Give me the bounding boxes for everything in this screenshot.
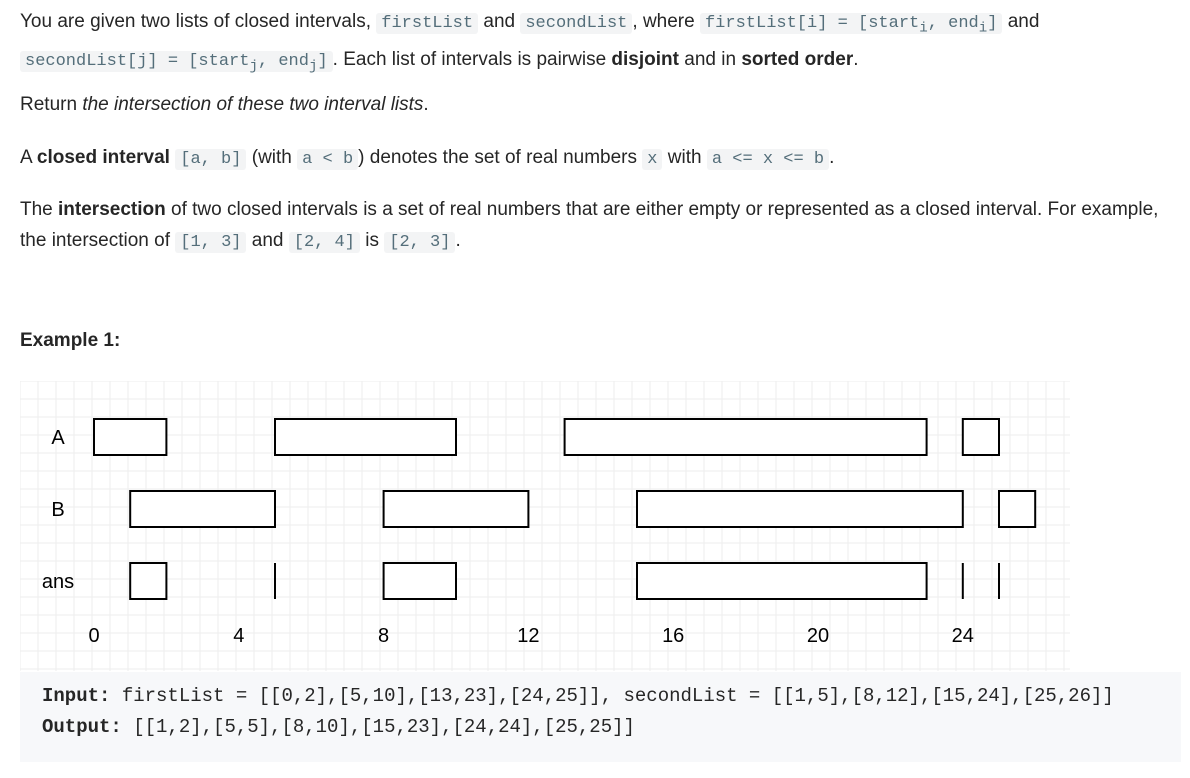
code-2-4: [2, 4] [289,232,360,253]
axis-tick-label: 12 [517,625,540,647]
row-label-A: A [51,427,65,449]
code-subscript: j [249,58,258,75]
text: . [455,230,461,251]
axis-tick-label: 20 [806,625,830,647]
output-line [42,716,635,738]
intersection-paragraph [20,194,1180,258]
text: The [20,199,59,220]
intro-text: . [853,49,859,71]
text: ) denotes the set of real numbers [358,147,643,168]
return-emphasis: the intersection of these two interval lists [82,94,424,115]
figure-intervals [94,419,1035,599]
interval-a-0 [94,419,166,455]
code-x: x [642,149,662,170]
interval-b-1 [384,491,529,527]
text: and [246,230,289,251]
code-part: , end [257,52,309,72]
code-part: , end [927,14,979,33]
axis-tick-label: 8 [378,625,390,647]
code-part: ] [317,52,328,72]
code-secondlist-def [20,51,333,75]
text: is [359,230,385,251]
closed-interval-paragraph [20,142,1180,175]
code-subscript: i [978,20,988,37]
interval-ans-2 [384,563,456,599]
text: A [20,147,37,168]
intro-text: You are given two lists of closed intervals, [20,11,377,32]
figure-row-labels [42,427,74,593]
interval-ans-3 [637,563,927,599]
bold-disjoint: disjoint [611,49,679,71]
axis-tick-label: 24 [951,625,974,647]
code-part: firstList[i] = [start [704,14,920,33]
intro-text: , where [632,11,700,32]
axis-tick-label: 4 [233,625,245,647]
interval-a-3 [963,419,999,455]
axis-tick-label: 0 [88,625,100,647]
return-paragraph [20,89,1180,120]
bold-sorted-order: sorted order [741,49,854,71]
output-label: Output: [42,716,122,738]
code-1-3: [1, 3] [175,232,246,253]
code-subscript: i [919,20,928,37]
example-io-block [20,672,1181,762]
interval-ans-0 [130,563,166,599]
return-text: Return [20,94,83,115]
code-a-lt-b: a < b [297,149,358,170]
row-label-ans: ans [41,571,75,593]
axis-tick-label: 16 [662,625,685,647]
input-line [42,685,1114,707]
intro-text: and [1002,11,1040,32]
interval-b-2 [637,491,963,527]
code-a-b: [a, b] [175,149,246,170]
text: (with [246,147,298,168]
input-value: firstList = [[0,2],[5,10],[13,23],[24,25]], secondList = [[1,5],[8,12],[15,24],[25,26]] [110,685,1114,707]
code-part: ] [987,14,998,33]
interval-a-1 [275,419,456,455]
example-title: Example 1: [20,330,121,351]
bold-intersection: intersection [58,199,166,220]
code-range: a <= x <= b [707,149,829,170]
interval-b-0 [130,491,275,527]
intro-text: and in [678,49,742,71]
text: . [829,147,835,168]
code-firstlist-def [700,13,1002,37]
figure-axis-ticks [88,625,973,647]
intro-text: and [478,11,521,32]
code-firstlist: firstList [376,13,478,34]
bold-closed-interval: closed interval [36,147,170,168]
interval-b-3 [999,491,1035,527]
code-2-3: [2, 3] [384,232,455,253]
intro-text: . Each list of intervals is pairwise [332,49,612,71]
code-part: secondList[j] = [start [25,52,250,72]
return-text: . [423,94,429,115]
intro-paragraph [20,6,1180,83]
text: with [662,147,707,168]
output-value: [[1,2],[5,5],[8,10],[15,23],[24,24],[25,25]] [121,716,635,738]
code-secondlist: secondList [520,13,632,34]
code-subscript: j [308,58,318,75]
interval-a-2 [565,419,927,455]
input-label: Input: [42,685,111,707]
interval-figure [20,381,1070,671]
row-label-B: B [51,499,65,521]
text: of two closed intervals is a set of real numbers that are either empty or represented as a closed interval. For example, the intersection of [20,199,1159,251]
